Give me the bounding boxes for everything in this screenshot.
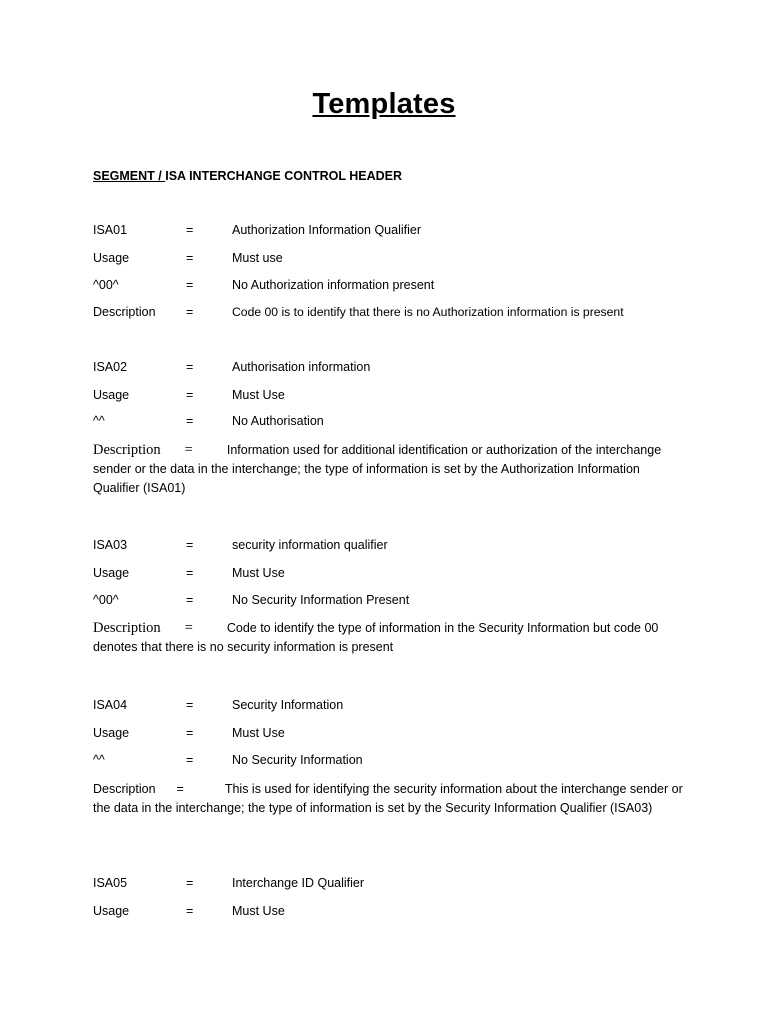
equals-sign: =	[186, 278, 194, 292]
field-value: No Authorisation	[232, 414, 324, 428]
field-value: Must Use	[232, 388, 285, 402]
field-value: No Security Information	[232, 753, 363, 767]
field-row	[93, 904, 693, 922]
description-label: Description	[93, 620, 161, 636]
field-key: ISA05	[93, 876, 128, 890]
field-row	[93, 360, 693, 378]
field-row	[93, 305, 693, 323]
field-key: ^00^	[93, 593, 119, 607]
field-value: Must Use	[232, 566, 285, 580]
description-text: Code to identify the type of information in the Security Information but code 00 denotes that there is no security information is present	[93, 621, 659, 654]
equals-sign: =	[186, 698, 194, 712]
description-text: This is used for identifying the security information about the interchange sender or the data in the interchange; the type of information is set by the Security Information Qualifier (ISA03)	[93, 782, 683, 815]
equals-sign: =	[186, 753, 194, 767]
field-key: ISA02	[93, 360, 128, 374]
field-row	[93, 223, 693, 241]
description-paragraph	[93, 619, 683, 657]
field-key: Usage	[93, 566, 130, 580]
field-key: ISA03	[93, 538, 128, 552]
field-row	[93, 388, 693, 406]
equals-sign: =	[186, 251, 194, 265]
field-value: No Security Information Present	[232, 593, 410, 607]
field-key: Usage	[93, 726, 130, 740]
equals-sign: =	[186, 726, 194, 740]
field-key: Usage	[93, 388, 130, 402]
field-key: ^^	[93, 753, 105, 767]
field-value: Must Use	[232, 726, 285, 740]
field-row	[93, 278, 693, 296]
field-row	[93, 753, 693, 771]
equals-sign: =	[184, 442, 193, 458]
description-label: Description	[93, 442, 161, 458]
field-value: security information qualifier	[232, 538, 388, 552]
field-value: Interchange ID Qualifier	[232, 876, 365, 890]
field-row	[93, 876, 693, 894]
field-key: Usage	[93, 251, 130, 265]
field-row	[93, 593, 693, 611]
equals-sign: =	[186, 414, 194, 428]
field-row	[93, 698, 693, 716]
equals-sign: =	[186, 904, 194, 918]
description-text: Information used for additional identification or authorization of the interchange sender or the data in the interchange; the type of information is set by the Authorization Information Qualifier (ISA01)	[93, 443, 662, 495]
field-value: Must use	[232, 251, 283, 265]
field-value: Security Information	[232, 698, 344, 712]
field-value: Code 00 is to identify that there is no Authorization information is present	[232, 305, 624, 319]
equals-sign: =	[184, 620, 193, 636]
equals-sign: =	[186, 360, 194, 374]
segment-heading	[93, 169, 402, 183]
page-title: Templates	[312, 88, 456, 120]
segment-name: ISA INTERCHANGE CONTROL HEADER	[165, 169, 403, 183]
equals-sign: =	[186, 876, 194, 890]
field-row	[93, 414, 693, 432]
field-key: ISA04	[93, 698, 128, 712]
field-row	[93, 538, 693, 556]
equals-sign: =	[186, 593, 194, 607]
field-row	[93, 566, 693, 584]
field-row	[93, 251, 693, 269]
equals-sign: =	[186, 305, 194, 319]
field-value: No Authorization information present	[232, 278, 435, 292]
field-value: Authorization Information Qualifier	[232, 223, 421, 237]
field-key: Description	[93, 305, 156, 319]
equals-sign: =	[186, 566, 194, 580]
equals-sign: =	[186, 538, 194, 552]
description-paragraph	[93, 780, 683, 818]
field-value: Must Use	[232, 904, 285, 918]
field-key: ISA01	[93, 223, 128, 237]
field-key: ^^	[93, 414, 105, 428]
segment-prefix: SEGMENT /	[93, 169, 166, 183]
description-paragraph	[93, 441, 683, 498]
field-key: ^00^	[93, 278, 119, 292]
equals-sign: =	[186, 223, 194, 237]
field-row	[93, 726, 693, 744]
equals-sign: =	[186, 388, 194, 402]
field-value: Authorisation information	[232, 360, 371, 374]
field-key: Usage	[93, 904, 130, 918]
equals-sign: =	[176, 782, 184, 796]
description-label: Description	[93, 782, 156, 796]
